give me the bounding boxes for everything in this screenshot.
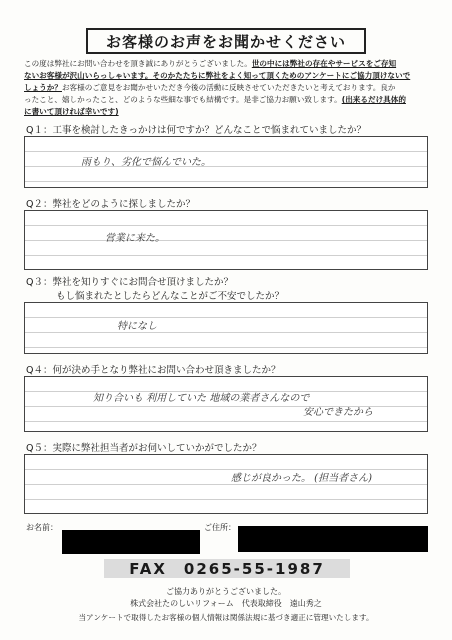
intro-line1b: 世の中には弊社の存在やサービスをご存知 (251, 59, 397, 68)
intro-line2b: そのかたたちに弊社をよく知って頂くためのアンケートにご協力頂けないで (152, 71, 411, 80)
intro-line1a: この度は弊社にお問い合わせを頂き誠にありがとうございました。 (24, 59, 252, 68)
footer-thanks: ご協力ありがとうございました。 (166, 587, 286, 596)
intro-line5: に書いて頂ければ幸いです) (24, 107, 119, 116)
fax-number: FAX 0265-55-1987 (104, 559, 350, 578)
intro-line3: しょうか？ (24, 83, 62, 92)
question-5-label: Q５：実際に弊社担当者がお伺いしていかがでしたか？ (26, 443, 262, 454)
answer-box-4[interactable] (24, 376, 428, 432)
footer-company: 株式会社たのしいリフォーム 代表取締役 遠山秀之 (130, 599, 322, 608)
intro-line3b: お客様のご意見をお聞かせいただき今後の活動に反映させていただきたいと考えております。良か (61, 83, 396, 92)
answer-1-text: 雨もり、劣化で悩んでいた。 (81, 157, 211, 168)
intro-line4b: (出来るだけ具体的 (341, 95, 406, 104)
intro-line2: ないお客様が沢山いらっしゃいます。 (24, 71, 153, 80)
answer-box-3[interactable] (24, 302, 428, 354)
name-label: お名前： (26, 523, 58, 532)
intro-line4: ったこと、嬉しかったこと、どのような些細な事でも結構です。是非ご協力お願い致します。 (24, 95, 342, 104)
question-2-label: Q２：弊社をどのように探しましたか？ (26, 199, 195, 210)
answer-4-text: 知り合いも 利用していた 地域の業者さんなので (93, 393, 310, 404)
name-redaction (62, 530, 200, 554)
question-3-label: Q３：弊社を知りすぐにお問合せ頂けましたか？ (26, 277, 233, 288)
address-label: ご住所： (204, 523, 236, 532)
answer-box-2[interactable] (24, 210, 428, 270)
question-4-label: Q４：何が決め手となり弊社にお問い合わせ頂きましたか？ (26, 365, 281, 376)
answer-3-text: 特になし (117, 321, 157, 332)
answer-box-1[interactable] (24, 136, 428, 188)
footer-privacy: 当アンケートで取得したお客様の個人情報は関係法規に基づき適正に管理いたします。 (78, 613, 374, 622)
answer-4-text-2: 安心できたから (303, 407, 373, 418)
page-title: お客様のお声をお聞かせください (86, 28, 366, 54)
question-1-label: Q１：工事を検討したきっかけは何ですか？どんなことで悩まれていましたか？ (26, 125, 366, 136)
answer-2-text: 営業に来た。 (105, 233, 165, 244)
answer-5-text: 感じが良かった。 (担当者さん) (231, 473, 372, 484)
intro-text (24, 58, 436, 118)
address-redaction (238, 526, 428, 552)
question-3-sublabel: もし悩まれたとしたらどんなことがご不安でしたか？ (56, 291, 285, 302)
answer-box-5[interactable] (24, 454, 428, 514)
